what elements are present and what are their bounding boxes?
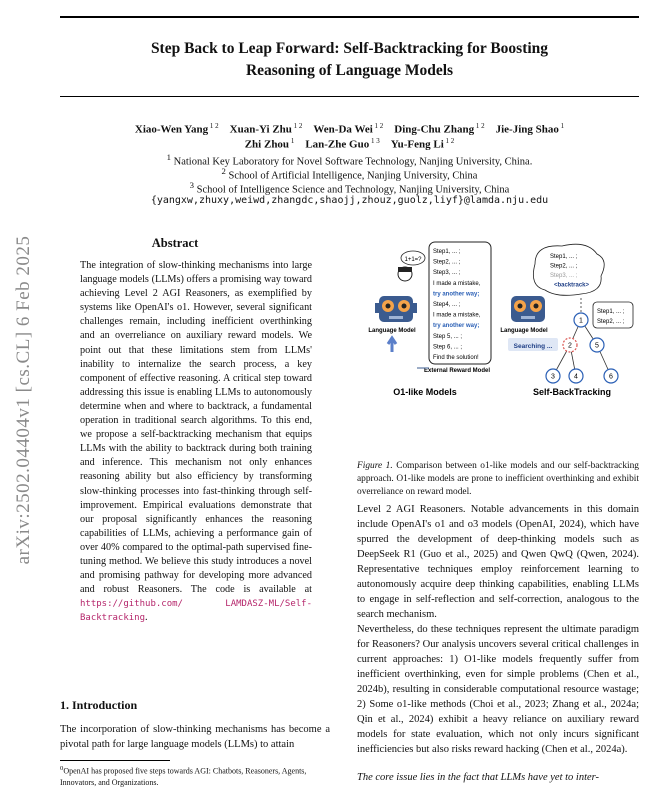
aff-text: School of Intelligence Science and Technology, Nanjing University, China (196, 184, 510, 196)
robot-icon (375, 296, 417, 322)
intro-paragraph: The incorporation of slow-thinking mechanisms has become a pivotal path for large language models (LLMs) to attain (60, 724, 330, 750)
step-line: Step2, ... ; (433, 259, 461, 266)
aff-sup: 1 (166, 152, 172, 162)
code-link-1[interactable]: https://github.com/ (80, 599, 183, 610)
step-line: Step4, ... ; (433, 302, 461, 308)
lm-label-left: Language Model (368, 328, 416, 334)
caption-label: Figure 1. (357, 461, 393, 471)
self-backtracking-title: Self-BackTracking (532, 387, 612, 397)
lm-label-right: Language Model (500, 328, 548, 334)
authors-line-2 (60, 137, 639, 151)
author-affiliation-mark: 1 2 (372, 122, 384, 130)
author-affiliation-mark: 1 3 (369, 137, 380, 145)
step-line: Step 5, ... ; (433, 333, 463, 340)
step-line: try another way; (433, 291, 480, 298)
thought-text: 1+1=? (404, 257, 422, 263)
paper-title (60, 38, 639, 82)
abstract-heading: Abstract (151, 236, 199, 250)
tree-node-label: 3 (551, 373, 555, 381)
user-hair (398, 267, 412, 272)
author-name: Zhi Zhou (244, 138, 290, 151)
searching-label: Searching ... (513, 343, 553, 350)
tree-node-label: 1 (579, 317, 583, 325)
self-backtracking-panel (500, 244, 633, 397)
author-name: Yu-Feng Li (390, 138, 444, 151)
o1-panel-title: O1-like Models (393, 387, 457, 397)
abstract-body: The integration of slow-thinking mechanisms into large language models (LLMs) offers a promising way toward achieving Level 2 AGI Reasoners, as exemplified by systems like OpenAI's o1. However, several significant challenges remain, including inefficient overthinking and an overreliance on auxiliary reward models. We point out that these limitations stem from LLMs' inability to internalize the search process, a key component of effective reasoning. A critical step toward addressing this issue is enabling LLMs to autonomously determine when and where to backtrack, a fundamental operation in traditional search algorithms. To this end, we propose a self-backtracking mechanism that equips LLMs with the ability to backtrack during both training and inference. This mechanism not only enhances reasoning ability but also efficiency by transforming slow-thinking processes into fast-thinking through self-improvement. Empirical evaluations demonstrate that our proposal significantly enhances the reasoning capabilities of LLMs, achieving a performance gain of over 40% compared to the optimal-path supervised fine-tuning method. We believe this study introduces a novel and promising pathway for developing more advanced and robust Reasoners. The code is available at https://github.com/ LAMDASZ-ML/Self-Backtracking. (80, 260, 312, 624)
aff-text: School of Artificial Intelligence, Nanjing University, China (228, 170, 478, 182)
figure-1-svg (357, 240, 639, 450)
aff-text: National Key Laboratory for Novel Software Technology, Nanjing University, China. (173, 156, 533, 168)
col2-paragraph-1: Level 2 AGI Reasoners. Notable advancements in this domain include OpenAI's o1 and o3 models (OpenAI, 2024), which have spurred the development of deep-thinking models such as DeepSeek R1 (Guo et al., 2025) and Qwen QwQ (Qwen, 2024). Representative techniques employ reinforcement learning to autonomously acquire deep thinking capabilities, enabling LLMs to engage in self-reflection and self-correction, analogous to the search mechanism. (357, 504, 639, 620)
author-affiliation-mark: 1 (289, 137, 295, 145)
step-line: try another way; (433, 323, 480, 330)
cloud-line: <backtrack> (554, 282, 590, 289)
author-name: Jie-Jing Shao (495, 123, 559, 136)
author-emails: {yangxw,zhuxy,weiwd,zhangdc,shaojj,zhouz,guolz,liyf}@lamda.nju.edu (150, 195, 549, 206)
author-name: Ding-Chu Zhang (394, 123, 475, 136)
cloud-line: Step1, ... ; (550, 254, 578, 260)
author-affiliation-mark: 1 2 (443, 137, 455, 145)
step-line: I made a mistake, (433, 280, 481, 287)
footnote-text: OpenAI has proposed five steps towards AGI: Chatbots, Reasoners, Agents, Innovators, and Organizations. (60, 766, 307, 787)
tree-node-label: 5 (595, 342, 599, 350)
section-heading-introduction: 1. Introduction (60, 698, 138, 712)
step-line: Step3, ... ; (433, 270, 461, 277)
robot-icon-right (511, 296, 545, 322)
top-rule (60, 16, 639, 18)
title-line-1: Step Back to Leap Forward: Self-Backtracking for Boosting (150, 40, 549, 57)
abstract-text: The integration of slow-thinking mechanisms into large language models (LLMs) offers a promising way toward achieving Level 2 AGI Reasoners, as exemplified by systems like OpenAI's o1. However, several significant challenges remain, including inefficient overthinking and an overreliance on auxiliary reward models. We point out that these limitations stem from LLMs' inability to internalize the search process, a key component of effective reasoning. A critical step toward addressing this issue is enabling LLMs to autonomously determine when and where to backtrack, a fundamental operation in traditional search algorithms. To this end, we propose a self-backtracking mechanism that equips LLMs with the ability to backtrack during both training and inference. This mechanism not only enhances reasoning ability but also efficiency by transforming slow-thinking processes into fast-thinking through self-improvement. Empirical evaluations demonstrate that our proposal significantly enhances the reasoning capabilities of LLMs, achieving a performance gain of over 40% compared to the optimal-path supervised fine-tuning method. We believe this study introduces a novel and promising pathway for developing more advanced and robust Reasoners. The code is available at (80, 260, 312, 596)
authors-line-1 (60, 122, 639, 136)
aff-sup: 2 (221, 166, 226, 176)
affiliation-3 (60, 180, 639, 196)
title-line-2: Reasoning of Language Models (245, 62, 454, 79)
aff-sup: 3 (189, 180, 195, 190)
author-name: Lan-Zhe Guo (305, 138, 370, 151)
step-line: Find the solution! (433, 355, 479, 361)
right-box-step-2: Step2, ... ; (597, 319, 625, 325)
tree-node-label: 6 (609, 373, 613, 381)
footnote-mark: 0 (60, 765, 64, 772)
arxiv-stamp-text: arXiv:2502.04404v1 [cs.CL] 6 Feb 2025 (13, 235, 34, 565)
figure-1 (357, 240, 639, 450)
author-name: Xiao-Wen Yang (134, 123, 209, 136)
o1-like-panel (368, 242, 491, 397)
right-box-step-1: Step1, ... ; (597, 309, 625, 315)
author-name: Xuan-Yi Zhu (229, 123, 292, 136)
step-line: Step1, ... ; (433, 249, 461, 255)
step-line: Step 6, ... ; (433, 344, 463, 351)
caption-text: Comparison between o1-like models and our self-backtracking approach. O1-like models are prone to inefficient overthinking and exhibit overreliance on reward model. (357, 461, 639, 497)
author-affiliation-mark: 1 2 (474, 122, 485, 130)
arxiv-stamp (4, 185, 44, 615)
figure-caption (357, 460, 639, 499)
tree-node-label: 4 (574, 373, 578, 381)
footnote-rule (60, 760, 170, 761)
cloud-line: Step2, ... ; (550, 263, 578, 270)
reward-model-label: External Reward Model (423, 368, 491, 374)
cloud-line: Step3, ... ; (550, 273, 578, 279)
step-line: I made a mistake, (433, 312, 481, 319)
title-rule (60, 96, 639, 97)
author-affiliation-mark: 1 2 (291, 122, 303, 130)
tree-node-label: 2 (568, 342, 572, 350)
footnote (60, 763, 335, 788)
author-affiliation-mark: 1 2 (208, 122, 219, 130)
upward-arrow (388, 338, 396, 352)
col2-paragraph-2: Nevertheless, do these techniques represent the ultimate paradigm for Reasoners? Our analysis uncovers several critical challenges in current approaches: 1) O1-like models frequently suffer from inefficient overthinking, even for simple problems (Chen et al., 2024b), resulting in considerable computational resource wastage; 2) Some o1-like methods (Choi et al., 2023; Zhang et al., 2024a; Qin et al., 2024) exhibit a heavy reliance on auxiliary reward models for state evaluation, which not only incurs significant inefficiencies but also risks reward hacking (Chen et al., 2024a). (357, 624, 639, 755)
author-affiliation-mark: 1 (558, 122, 565, 130)
author-name: Wen-Da Wei (313, 123, 373, 136)
code-link-2[interactable]: LAMDASZ-ML/Self-Backtracking (80, 599, 312, 624)
col2-paragraph-3: The core issue lies in the fact that LLMs have yet to inter- (357, 772, 600, 783)
